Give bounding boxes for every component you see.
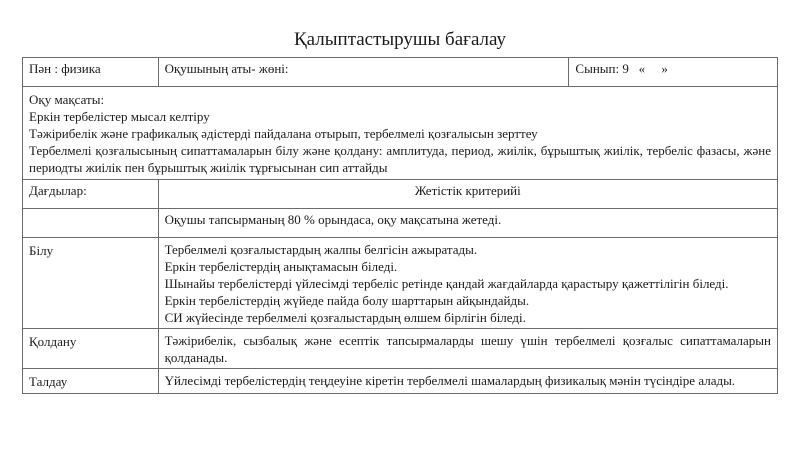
- skill-label-applying: Қолдану: [23, 329, 159, 369]
- criterion-item: Тәжірибелік, сызбалық және есептік тапсырмаларды шешу үшін тербелмелі қозғалыс сипаттамаларын қолданады.: [164, 333, 771, 365]
- skill-label-knowing: Білу: [23, 238, 159, 329]
- skill-label-analysis: Талдау: [23, 369, 159, 394]
- skill-row-analysis: [23, 369, 778, 394]
- threshold-empty-cell: [23, 209, 159, 238]
- grade-text: Сынып: 9 « »: [575, 61, 668, 76]
- objectives-row: [23, 87, 778, 180]
- student-name-cell: Оқушының аты- жөні:: [158, 58, 569, 87]
- assessment-table: [22, 57, 778, 394]
- page-title: Қалыптастырушы бағалау: [294, 29, 506, 50]
- criteria-header-row: [23, 180, 778, 209]
- grade-cell: [569, 58, 778, 87]
- criteria-applying: [158, 329, 777, 369]
- skills-header: Дағдылар:: [23, 180, 159, 209]
- criteria-header: Жетістік критерийі: [158, 180, 777, 209]
- criterion-item: Үйлесімді тербелістердің теңдеуіне кіретін тербелмелі шамалардың физикалық мәнін түсіндіре алады.: [164, 373, 736, 388]
- criterion-item: Шынайы тербелістерді үйлесімді тербеліс ретінде қандай жағдайларда қарастыру қажеттілігін біледі.: [164, 276, 729, 291]
- skill-row-knowing: [23, 238, 778, 329]
- criterion-item: Еркін тербелістердің жүйеде пайда болу шарттарын айқындайды.: [164, 293, 530, 308]
- criteria-knowing: [158, 238, 777, 329]
- threshold-text: Оқушы тапсырманың 80 % орындаса, оқу мақсатына жетеді.: [158, 209, 777, 238]
- criterion-item: СИ жүйесінде тербелмелі қозғалыстардың өлшем бірлігін біледі.: [164, 310, 526, 325]
- criteria-analysis: [158, 369, 777, 394]
- objective-2: Тәжірибелік және графикалық әдістерді пайдалана отырып, тербелмелі қозғалысын зерттеу: [29, 126, 538, 141]
- objective-3: Тербелмелі қозғалысының сипаттамаларын білу және қолдану: амплитуда, период, жиілік, бұрыштық жиілік, тербеліс фазасы, және периодты жиілік пен бұрыштық жиілік тұрғысынан сип аттайды: [29, 143, 771, 175]
- criterion-item: Еркін тербелістердің анықтамасын біледі.: [164, 259, 398, 274]
- subject-cell: Пән : физика: [23, 58, 159, 87]
- threshold-row: [23, 209, 778, 238]
- objectives-cell: [23, 87, 778, 180]
- objectives-heading: Оқу мақсаты:: [29, 92, 105, 107]
- skill-row-applying: [23, 329, 778, 369]
- objective-1: Еркін тербелістер мысал келтіру: [29, 109, 210, 124]
- criterion-item: Тербелмелі қозғалыстардың жалпы белгісін ажыратады.: [164, 242, 478, 257]
- header-row: [23, 58, 778, 87]
